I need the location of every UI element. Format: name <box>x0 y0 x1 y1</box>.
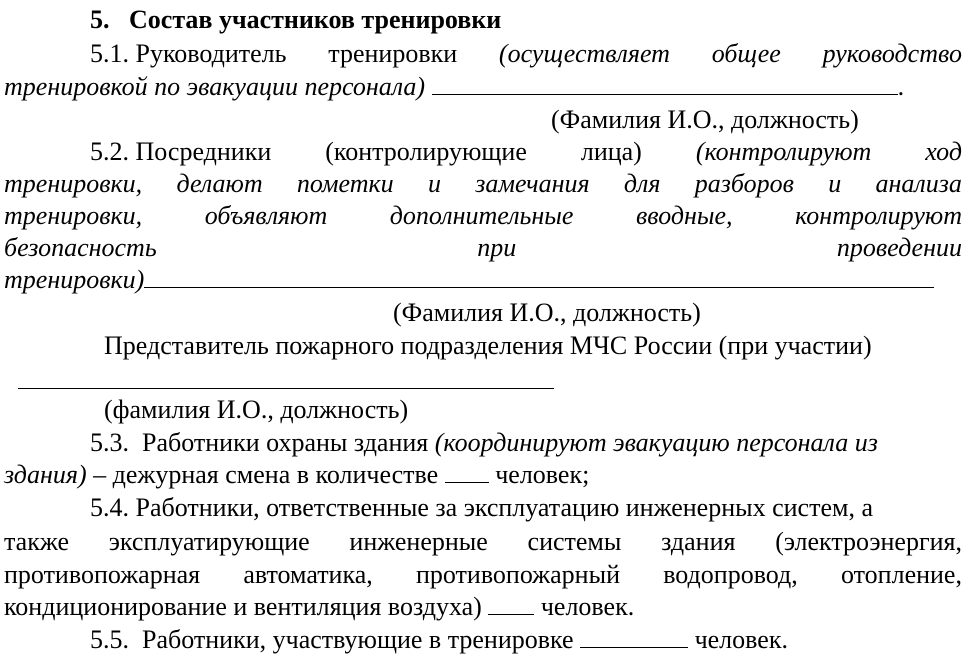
section-heading <box>90 4 501 36</box>
item-5-4-line-3: противопожарная автоматика, противопожарный водопровод, отопление, <box>4 560 962 589</box>
note-word: для <box>623 169 661 198</box>
representative-caption: (фамилия И.О., должность) <box>104 395 409 424</box>
note-word: руководство <box>822 39 962 68</box>
engineering-count-blank-field[interactable] <box>488 592 534 615</box>
item-5-3-note-line-1: (координируют эвакуацию персонала из <box>434 428 878 457</box>
note-word: дополнительные <box>389 201 574 230</box>
item-5-1-line-2: тренировкой по эвакуации персонала) . <box>4 72 905 101</box>
note-word: пометки <box>296 169 394 198</box>
section-number: 5. <box>90 5 110 34</box>
note-word: делают <box>176 169 263 198</box>
note-word: проведении <box>836 233 962 262</box>
note-word: контролируют <box>795 201 962 230</box>
participants-count-blank-field[interactable] <box>580 625 688 648</box>
item-5-3-line-2: здания) – дежурная смена в количестве человек; <box>4 460 590 489</box>
name-position-blank-field[interactable] <box>432 72 898 95</box>
label-word: лица) <box>580 137 642 166</box>
note-word: (осуществляет <box>498 39 670 68</box>
note-word: разборов <box>694 169 794 198</box>
section-title: Состав участников тренировки <box>129 5 502 34</box>
item-5-3-label: Работники охраны здания <box>142 428 429 457</box>
note-word: ход <box>925 137 962 166</box>
item-5-1-line-1 <box>90 38 962 70</box>
note-word: анализа <box>875 169 962 198</box>
item-5-2-line-1 <box>90 136 962 168</box>
item-5-3-line-1: 5.3. Работники охраны здания (координируют эвакуацию персонала из <box>90 428 878 457</box>
note-word: и <box>427 169 441 198</box>
item-5-2-line-3 <box>4 200 962 232</box>
item-5-4-line-1: 5.4. Работники, ответственные за эксплуатацию инженерных систем, а <box>90 493 873 522</box>
note-word: тренировки, <box>4 201 143 230</box>
item-5-1-label-2: тренировки <box>328 39 458 68</box>
item-5-5-line: 5.5. Работники, участвующие в тренировке человек. <box>90 625 788 654</box>
item-5-2-note-line-5: тренировки) <box>4 265 145 294</box>
name-position-blank-field[interactable] <box>144 265 934 288</box>
item-5-1-note-line-2: тренировкой по эвакуации персонала) <box>4 72 426 101</box>
item-5-2-caption: (Фамилия И.О., должность) <box>393 298 701 327</box>
item-5-3-note-line-2: здания) <box>4 460 87 489</box>
note-word: и <box>828 169 842 198</box>
note-word: тренировки, <box>4 169 143 198</box>
item-5-4-line-2: также эксплуатирующие инженерные системы здания (электроэнергия, <box>4 527 962 556</box>
label-word: (контролирующие <box>325 137 527 166</box>
item-5-2-line-2 <box>4 168 962 200</box>
item-5-2-line-5 <box>4 264 976 296</box>
note-word: замечания <box>475 169 590 198</box>
representative-blank-field[interactable] <box>18 366 554 389</box>
note-word: безопасность <box>4 233 157 262</box>
item-5-1-caption: (Фамилия И.О., должность) <box>551 105 859 134</box>
item-5-2-number-word: 5.2. Посредники <box>90 137 272 166</box>
note-word: (контролируют <box>695 137 872 166</box>
guard-count-blank-field[interactable] <box>445 460 489 483</box>
note-word: общее <box>711 39 781 68</box>
item-5-2-line-4 <box>4 232 962 264</box>
item-5-4-line-4: кондиционирование и вентиляция воздуха) человек. <box>4 592 635 621</box>
representative-line: Представитель пожарного подразделения МЧС России (при участии) <box>104 331 872 360</box>
item-5-1-number-label: 5.1. Руководитель <box>90 39 287 68</box>
note-word: при <box>477 233 517 262</box>
note-word: вводные, <box>635 201 733 230</box>
note-word: объявляют <box>204 201 328 230</box>
